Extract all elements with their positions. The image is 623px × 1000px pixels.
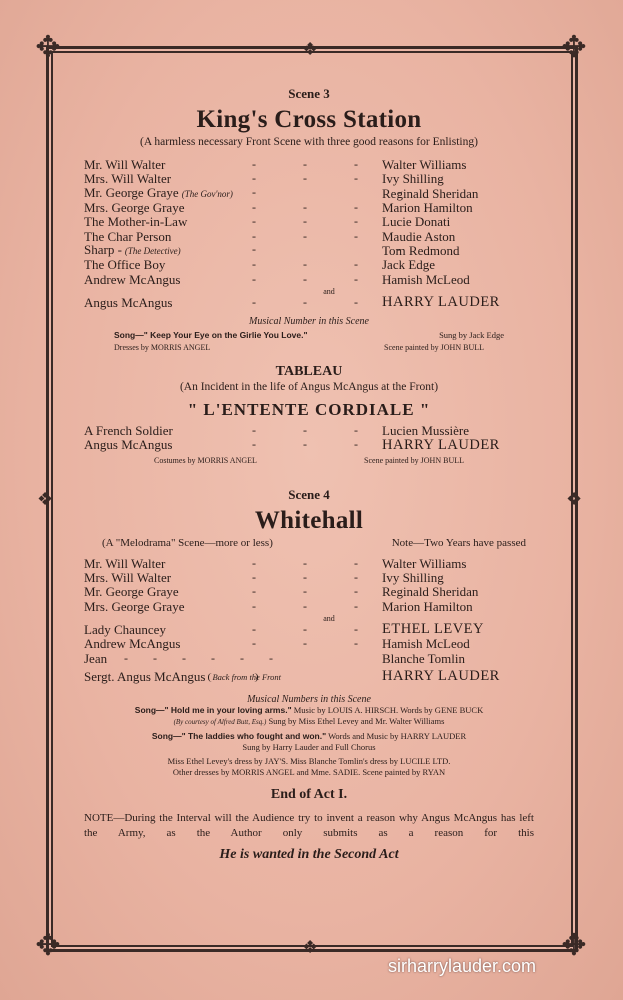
cast-row: Andrew McAngus - - - Hamish McLeod: [84, 636, 470, 652]
scene-4-note: Note—Two Years have passed: [391, 536, 526, 549]
role-name: Angus McAngus: [84, 437, 173, 453]
tableau-subtitle: (An Incident in the life of Angus McAngus at the Front): [179, 380, 439, 393]
second-act-teaser: He is wanted in the Second Act: [219, 846, 399, 862]
programme-content: [84, 86, 534, 863]
border-rosette-icon: ❖: [302, 937, 319, 957]
role-name: Mrs. George Graye: [84, 200, 185, 216]
scene-3-title: King's Cross Station: [196, 106, 422, 133]
role-name: Mrs. Will Walter: [84, 570, 172, 586]
actor-name: Reginald Sheridan: [382, 185, 479, 201]
cast-row: Mr. Will Walter - - - Walter Williams: [84, 157, 467, 173]
role-name: Mr. Will Walter: [84, 157, 166, 173]
scene-4-title: Whitehall: [254, 506, 364, 534]
role-name: Andrew McAngus: [84, 271, 181, 287]
end-of-act: End of Act I.: [270, 786, 348, 802]
role-name: The Char Person: [84, 228, 172, 244]
border-rosette-icon: ❖: [37, 489, 54, 509]
scene-3-subtitle: (A harmless necessary Front Scene with three good reasons for Enlisting): [140, 136, 478, 148]
song-1-title: Song—" Hold me in your loving arms.": [134, 704, 292, 715]
role-name: Lady Chauncey: [84, 621, 166, 637]
cast-row: The Office Boy - - - Jack Edge: [84, 257, 436, 273]
actor-name: Blanche Tomlin: [382, 650, 465, 666]
role-name: Mr. Will Walter: [84, 555, 166, 571]
role-name: Mrs. George Graye: [84, 598, 185, 614]
cast-row: Mrs. Will Walter - - - Ivy Shilling: [84, 570, 444, 586]
actor-name: Jack Edge: [382, 257, 436, 273]
actor-name: Maudie Aston: [382, 228, 456, 244]
star-actor-name: ETHEL LEVEY: [382, 621, 485, 638]
star-actor-name: HARRY LAUDER: [382, 668, 500, 685]
role-name: Angus McAngus: [84, 294, 173, 310]
cast-row: Jean - - - - - - Blanche Tomlin: [84, 650, 465, 666]
role-name: Sharp -: [84, 242, 122, 258]
and-separator: and: [323, 613, 335, 623]
star-cast-row: [84, 666, 534, 688]
costumes-credit: Costumes by MORRIS ANGEL: [154, 455, 257, 465]
actor-name: Marion Hamilton: [382, 598, 473, 614]
song-1-sung-line: [84, 716, 534, 728]
actor-name: Ivy Shilling: [382, 570, 444, 586]
star-actor-name: HARRY LAUDER: [382, 294, 500, 311]
role-name: Jean: [84, 650, 108, 666]
tableau-cast-list: [84, 424, 534, 453]
actor-name: Hamish McLeod: [382, 636, 470, 652]
star-cast-row: Angus McAngus - - - HARRY LAUDER: [84, 436, 500, 453]
corner-flourish-icon: ✥: [561, 31, 587, 64]
corner-flourish-icon: ✥: [561, 929, 587, 962]
dresses-credit: Dresses by MORRIS ANGEL: [114, 342, 211, 352]
website-watermark: sirharrylauder.com: [388, 956, 537, 976]
actor-name: Lucien Mussière: [382, 423, 470, 439]
role-name: Sergt. Angus McAngus: [84, 668, 206, 684]
scene-3-song: [84, 330, 534, 340]
actor-name: Walter Williams: [382, 157, 467, 173]
actor-name: Lucie Donati: [382, 214, 451, 230]
song-2-line: [84, 731, 534, 742]
actor-name: Tom Redmond: [382, 242, 460, 258]
cast-row: A French Soldier - - - Lucien Mussière: [84, 423, 470, 439]
tableau-heading: TABLEAU: [275, 363, 343, 379]
tableau-credits: [84, 456, 534, 465]
role-name: Mr. George Graye: [84, 185, 179, 201]
border-rosette-icon: ❖: [566, 489, 583, 509]
corner-flourish-icon: ✥: [35, 31, 61, 64]
song-title: Song—" Keep Your Eye on the Girlie You Love.": [114, 329, 308, 340]
role-name: A French Soldier: [84, 423, 173, 439]
cast-row: Mr. George Graye (The Gov'nor) - - Reginald Sheridan: [84, 185, 479, 201]
actor-name: Walter Williams: [382, 555, 467, 571]
scene-4-music-heading: Musical Numbers in this Scene: [247, 693, 371, 705]
star-cast-row: Angus McAngus - - - HARRY LAUDER: [84, 294, 500, 311]
song-1-line: [84, 705, 534, 716]
scene-painter-credit: Scene painted by JOHN BULL: [364, 455, 464, 465]
scene-3-music-heading: Musical Number in this Scene: [249, 315, 369, 327]
song-2-title: Song—" The laddies who fought and won.": [151, 730, 327, 741]
scene-4-song-credits: [84, 705, 534, 778]
cast-row: The Mother-in-Law - - - Lucie Donati: [84, 214, 451, 230]
cast-row: Mrs. George Graye - - - Marion Hamilton: [84, 598, 473, 614]
cast-row: Andrew McAngus - - - Hamish McLeod: [84, 271, 470, 287]
role-note: (The Detective): [124, 246, 181, 257]
scene-3-label: Scene 3: [288, 86, 330, 101]
scene-4-cast-list: [84, 557, 534, 688]
song-singer: Sung by Jack Edge: [439, 329, 504, 340]
interval-note: NOTE—During the Interval will the Audience try to invent a reason why Angus McAngus has left the Army, as the Author only submits as a reason for this: [84, 811, 534, 839]
scene-4-description: (A "Melodrama" Scene—more or less): [102, 536, 273, 549]
song-1-courtesy: (By courtesy of Alfred Butt, Esq.): [173, 717, 267, 726]
cast-row: Sharp - (The Detective) - - Tom Redmond: [84, 242, 460, 258]
role-name: The Office Boy: [84, 257, 166, 273]
actor-name: Ivy Shilling: [382, 171, 444, 187]
song-1-singers: Sung by Miss Ethel Levey and Mr. Walter Williams: [268, 715, 445, 726]
actor-name: Reginald Sheridan: [382, 584, 479, 600]
and-separator: and: [323, 286, 335, 296]
role-name: Andrew McAngus: [84, 636, 181, 652]
cast-row: Lady Chauncey - - - ETHEL LEVEY: [84, 621, 485, 638]
song-2-singers: Sung by Harry Lauder and Full Chorus: [242, 741, 376, 752]
song-2-credit: Words and Music by HARRY LAUDER: [328, 730, 467, 741]
song-1-credit: Music by LOUIS A. HIRSCH. Words by GENE BUCK: [293, 704, 484, 715]
star-actor-name: HARRY LAUDER: [382, 436, 500, 453]
dress-credit-2: Other dresses by MORRIS ANGEL and Mme. SADIE. Scene painted by RYAN: [172, 766, 446, 777]
scene-4-subtitle: [84, 537, 534, 549]
cast-row: Mrs. Will Walter - - - Ivy Shilling: [84, 171, 444, 187]
back-from-front-note: Back from the Front: [208, 673, 258, 682]
cast-row: Mr. George Graye - - - Reginald Sheridan: [84, 584, 479, 600]
cast-row: Mr. Will Walter - - - Walter Williams: [84, 555, 467, 571]
actor-name: Hamish McLeod: [382, 271, 470, 287]
corner-flourish-icon: ✥: [35, 929, 61, 962]
actor-name: Marion Hamilton: [382, 200, 473, 216]
cast-row: Mrs. George Graye - - - Marion Hamilton: [84, 200, 473, 216]
role-note: (The Gov'nor): [181, 189, 233, 200]
tableau-name: " L'ENTENTE CORDIALE ": [187, 399, 431, 419]
scene-4-label: Scene 4: [288, 486, 330, 502]
role-name: Mrs. Will Walter: [84, 171, 172, 187]
role-name: The Mother-in-Law: [84, 214, 188, 230]
scene-3-cast-list: [84, 158, 534, 310]
cast-row: The Char Person - - - Maudie Aston: [84, 228, 456, 244]
scene-painter-credit: Scene painted by JOHN BULL: [384, 342, 484, 352]
border-rosette-icon: ❖: [302, 39, 319, 59]
role-name: Mr. George Graye: [84, 584, 179, 600]
scene-3-credits: [84, 343, 534, 352]
dress-credit-1: Miss Ethel Levey's dress by JAY'S. Miss Blanche Tomlin's dress by LUCILE LTD.: [167, 755, 451, 766]
